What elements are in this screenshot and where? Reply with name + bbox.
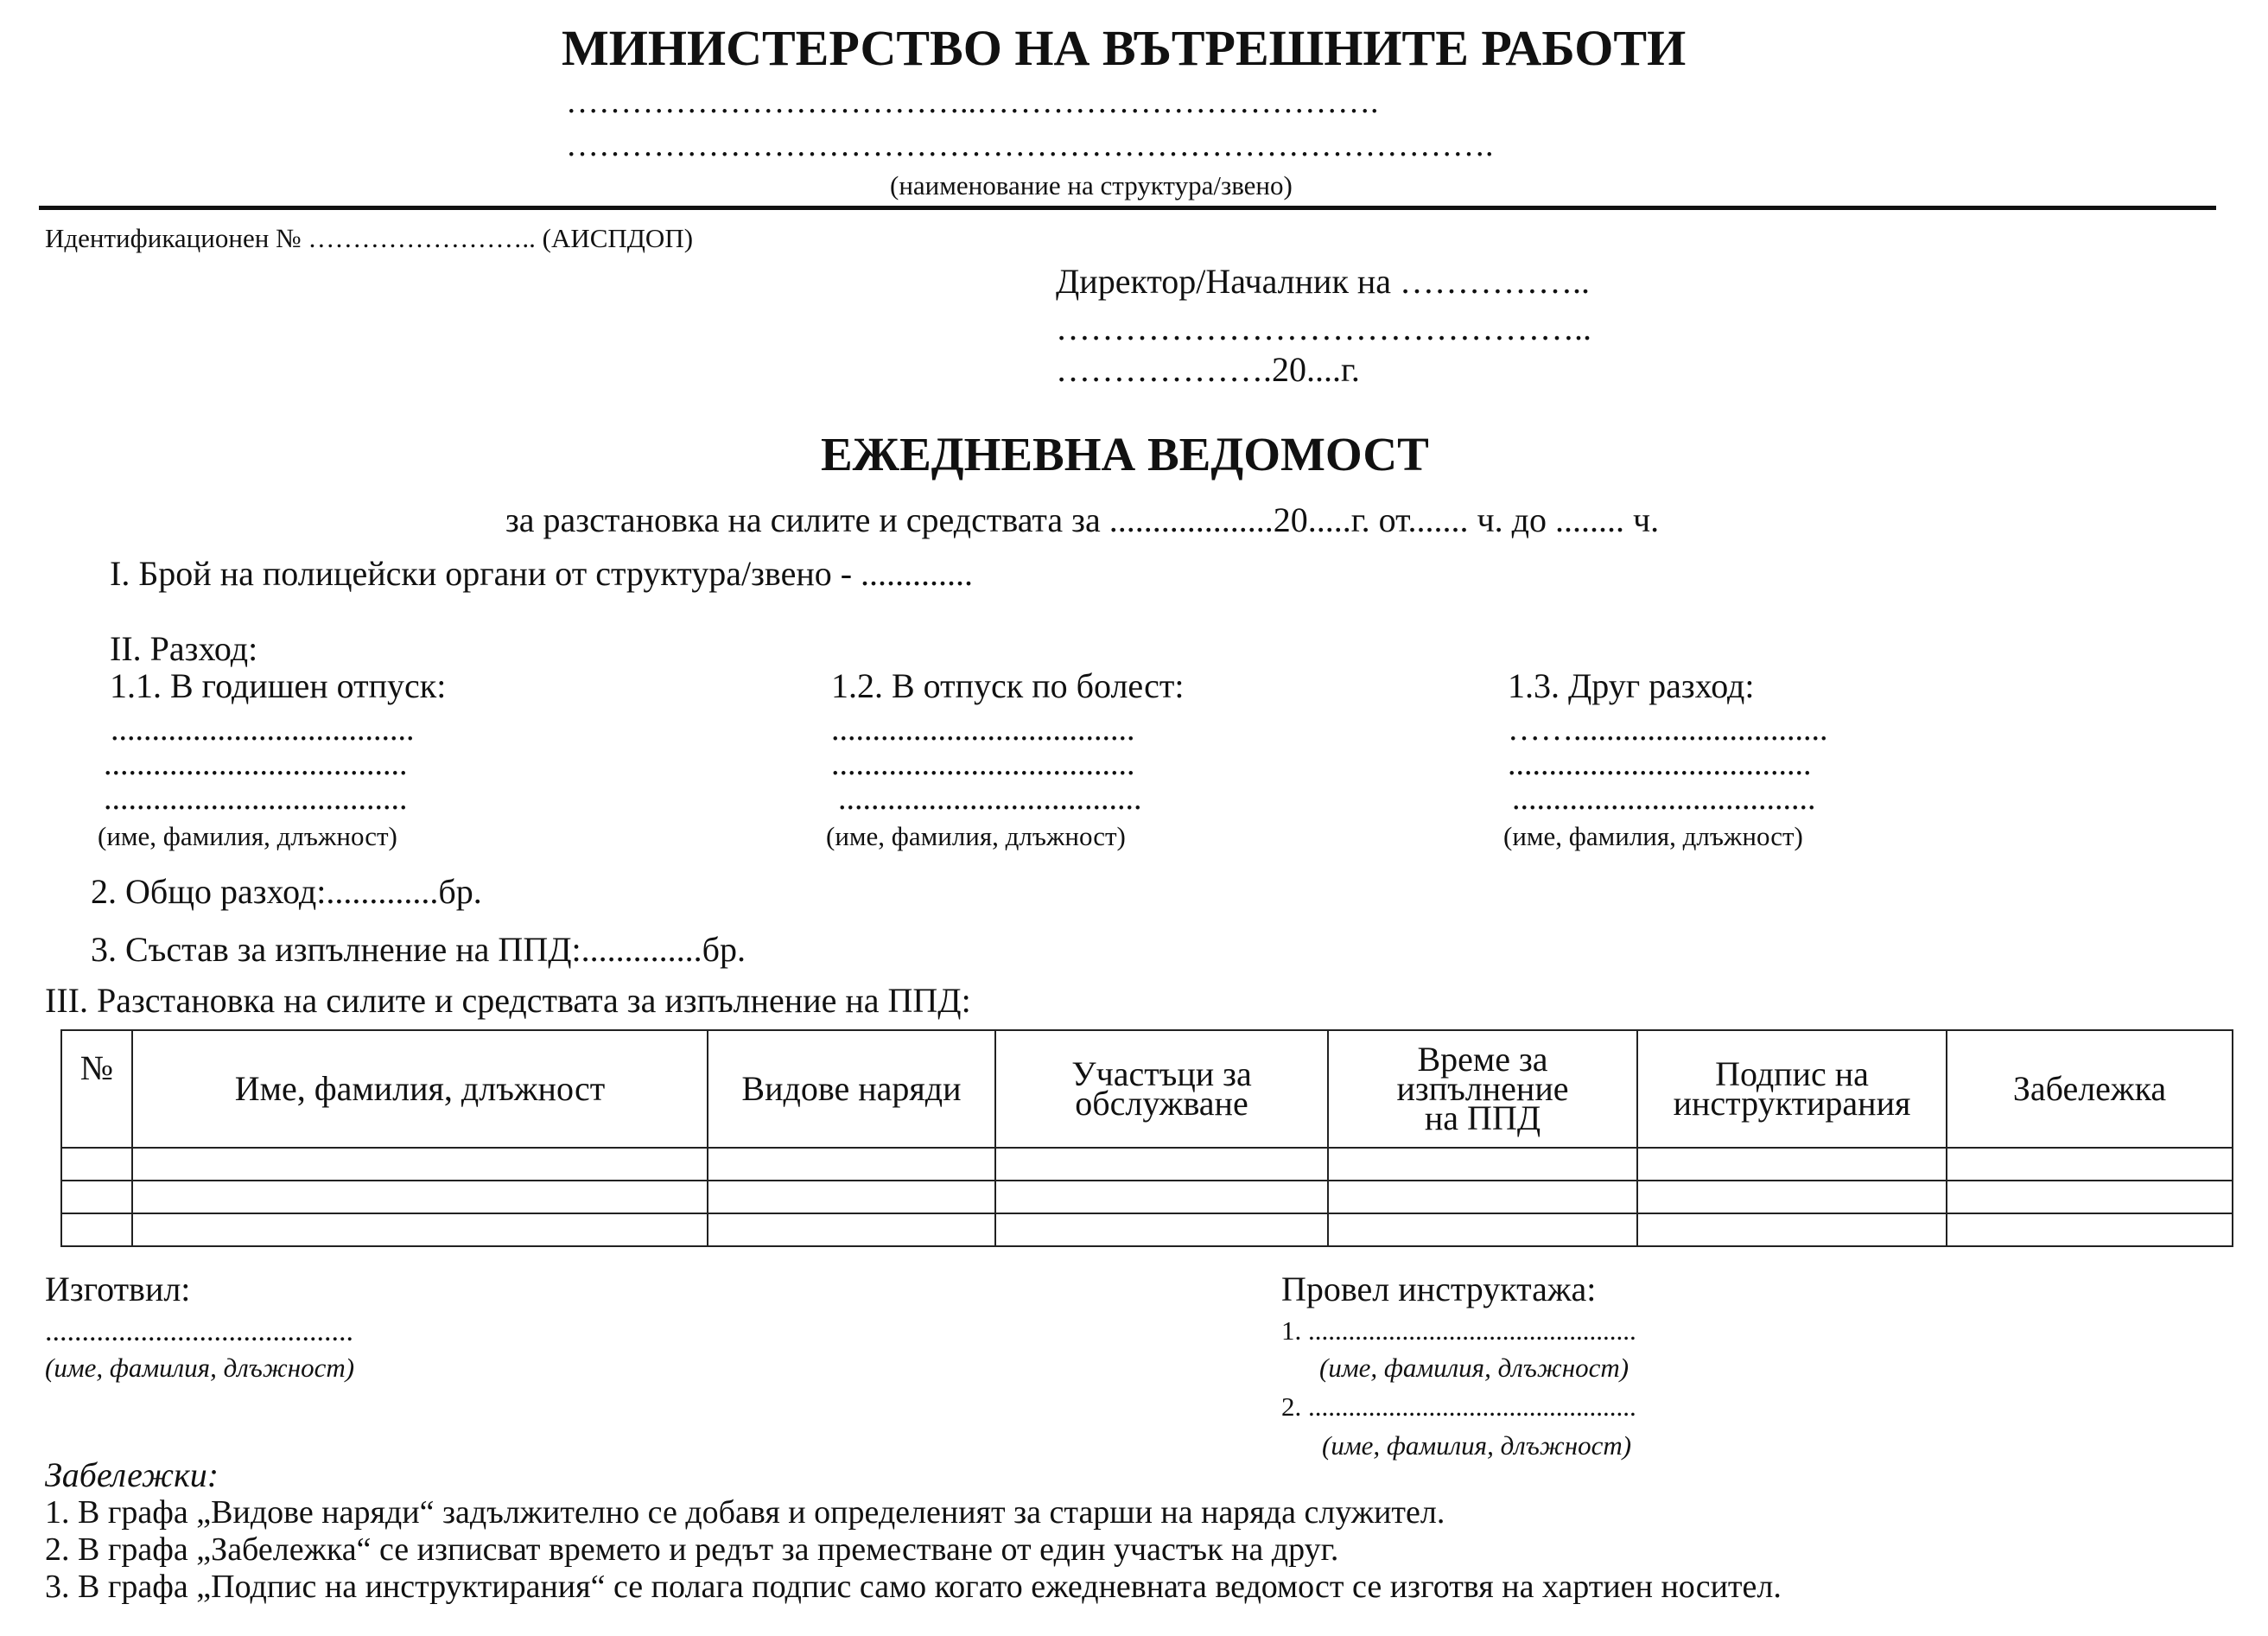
other-expense-line-3: ..................................... [1512, 780, 1816, 817]
structure-dots-line-1: ………………………………..………………………………. [566, 84, 1379, 120]
section-3-heading: III. Разстановка на силите и средствата за изпълнение на ППД: [45, 981, 971, 1020]
other-expense-line-1: ……............................... [1508, 711, 1828, 748]
director-date-line: ……………….20....г. [1056, 350, 1360, 389]
table-cell[interactable] [995, 1148, 1328, 1181]
other-expense-line-2: ..................................... [1508, 746, 1812, 782]
instructor-2-caption: (име, фамилия, длъжност) [1322, 1430, 1632, 1461]
table-cell[interactable] [132, 1148, 708, 1181]
annual-leave-caption: (име, фамилия, длъжност) [98, 821, 397, 851]
sick-leave-caption: (име, фамилия, длъжност) [826, 821, 1126, 851]
col-header-service-areas: Участъци за обслужване [995, 1030, 1328, 1148]
col-header-name: Име, фамилия, длъжност [132, 1030, 708, 1148]
sick-leave-line-1: ..................................... [831, 711, 1135, 748]
table-cell[interactable] [1637, 1148, 1947, 1181]
section-1-count: I. Брой на полицейски органи от структура/звено - ............. [110, 554, 974, 593]
table-cell[interactable] [708, 1148, 995, 1181]
note-item-1: 1. В графа „Видове наряди“ задължително се добавя и определеният за старши на наряда служител. [45, 1494, 1445, 1531]
sick-leave-line-2: ..................................... [831, 746, 1135, 782]
director-line-2: ……………………………………….. [1056, 309, 1591, 347]
document-title: ЕЖЕДНЕВНА ВЕДОМОСТ [821, 428, 1429, 481]
ministry-title: МИНИСТЕРСТВО НА ВЪТРЕШНИТЕ РАБОТИ [562, 20, 1687, 76]
document-subtitle: за разстановка на силите и средствата за ...................20.....г. от....... ч. до ........ ч. [505, 500, 1660, 539]
ppd-staff-count: 3. Състав за изпълнение на ППД:..............бр. [91, 930, 746, 969]
table-cell[interactable] [1947, 1148, 2233, 1181]
prepared-by-label: Изготвил: [45, 1270, 191, 1308]
table-cell[interactable] [708, 1181, 995, 1213]
deployment-table [60, 1029, 2233, 1247]
table-cell[interactable] [1947, 1181, 2233, 1213]
annual-leave-line-3: ..................................... [104, 780, 408, 817]
instructor-2-line: 2. ................................................. [1281, 1391, 1636, 1422]
col-header-number: № [61, 1030, 132, 1148]
table-cell[interactable] [1328, 1148, 1637, 1181]
table-cell[interactable] [61, 1181, 132, 1213]
table-header-row [61, 1030, 2233, 1148]
table-cell[interactable] [1328, 1181, 1637, 1213]
table-cell[interactable] [1947, 1213, 2233, 1246]
section-2-heading: II. Разход: [110, 629, 258, 668]
notes-heading: Забележки: [45, 1455, 219, 1494]
table-cell[interactable] [995, 1213, 1328, 1246]
table-cell[interactable] [61, 1148, 132, 1181]
table-cell[interactable] [132, 1181, 708, 1213]
table-row [61, 1181, 2233, 1213]
table-cell[interactable] [708, 1213, 995, 1246]
sick-leave-line-3: ..................................... [838, 780, 1142, 817]
total-expense: 2. Общо разход:.............бр. [91, 872, 482, 911]
identification-number: Идентификационен № …………………….. (АИСПДОП) [45, 223, 694, 253]
table-cell[interactable] [61, 1213, 132, 1246]
table-cell[interactable] [132, 1213, 708, 1246]
sick-leave-label: 1.2. В отпуск по болест: [831, 666, 1185, 705]
prepared-by-line: .......................................... [45, 1315, 353, 1347]
table-cell[interactable] [1328, 1213, 1637, 1246]
col-header-remark: Забележка [1947, 1030, 2233, 1148]
other-expense-label: 1.3. Друг разход: [1508, 666, 1755, 705]
structure-caption: (наименование на структура/звено) [890, 170, 1293, 201]
instructor-1-line: 1. ................................................. [1281, 1315, 1636, 1346]
instructed-by-label: Провел инструктажа: [1281, 1270, 1597, 1308]
col-header-duty-types: Видове наряди [708, 1030, 995, 1148]
col-header-ppd-time: Време за изпълнение на ППД [1328, 1030, 1637, 1148]
annual-leave-label: 1.1. В годишен отпуск: [110, 666, 447, 705]
col-header-signature: Подпис на инструктирания [1637, 1030, 1947, 1148]
note-item-2: 2. В графа „Забележка“ се изписват времето и редът за преместване от един участък на друг. [45, 1531, 1339, 1568]
structure-dots-line-2: …………………………………………………………………………. [566, 127, 1494, 163]
prepared-by-caption: (име, фамилия, длъжност) [45, 1353, 355, 1383]
table-row [61, 1148, 2233, 1181]
table-cell[interactable] [1637, 1213, 1947, 1246]
annual-leave-line-1: ..................................... [111, 711, 415, 748]
table-cell[interactable] [995, 1181, 1328, 1213]
table-cell[interactable] [1637, 1181, 1947, 1213]
annual-leave-line-2: ..................................... [104, 746, 408, 782]
note-item-3: 3. В графа „Подпис на инструктирания“ се полага подпис само когато ежедневната ведомост се изготвя на хартиен носител. [45, 1569, 1782, 1605]
other-expense-caption: (име, фамилия, длъжност) [1503, 821, 1803, 851]
table-row [61, 1213, 2233, 1246]
header-divider [39, 206, 2216, 210]
director-line-1: Директор/Началник на …………….. [1056, 262, 1591, 301]
instructor-1-caption: (име, фамилия, длъжност) [1319, 1353, 1630, 1383]
